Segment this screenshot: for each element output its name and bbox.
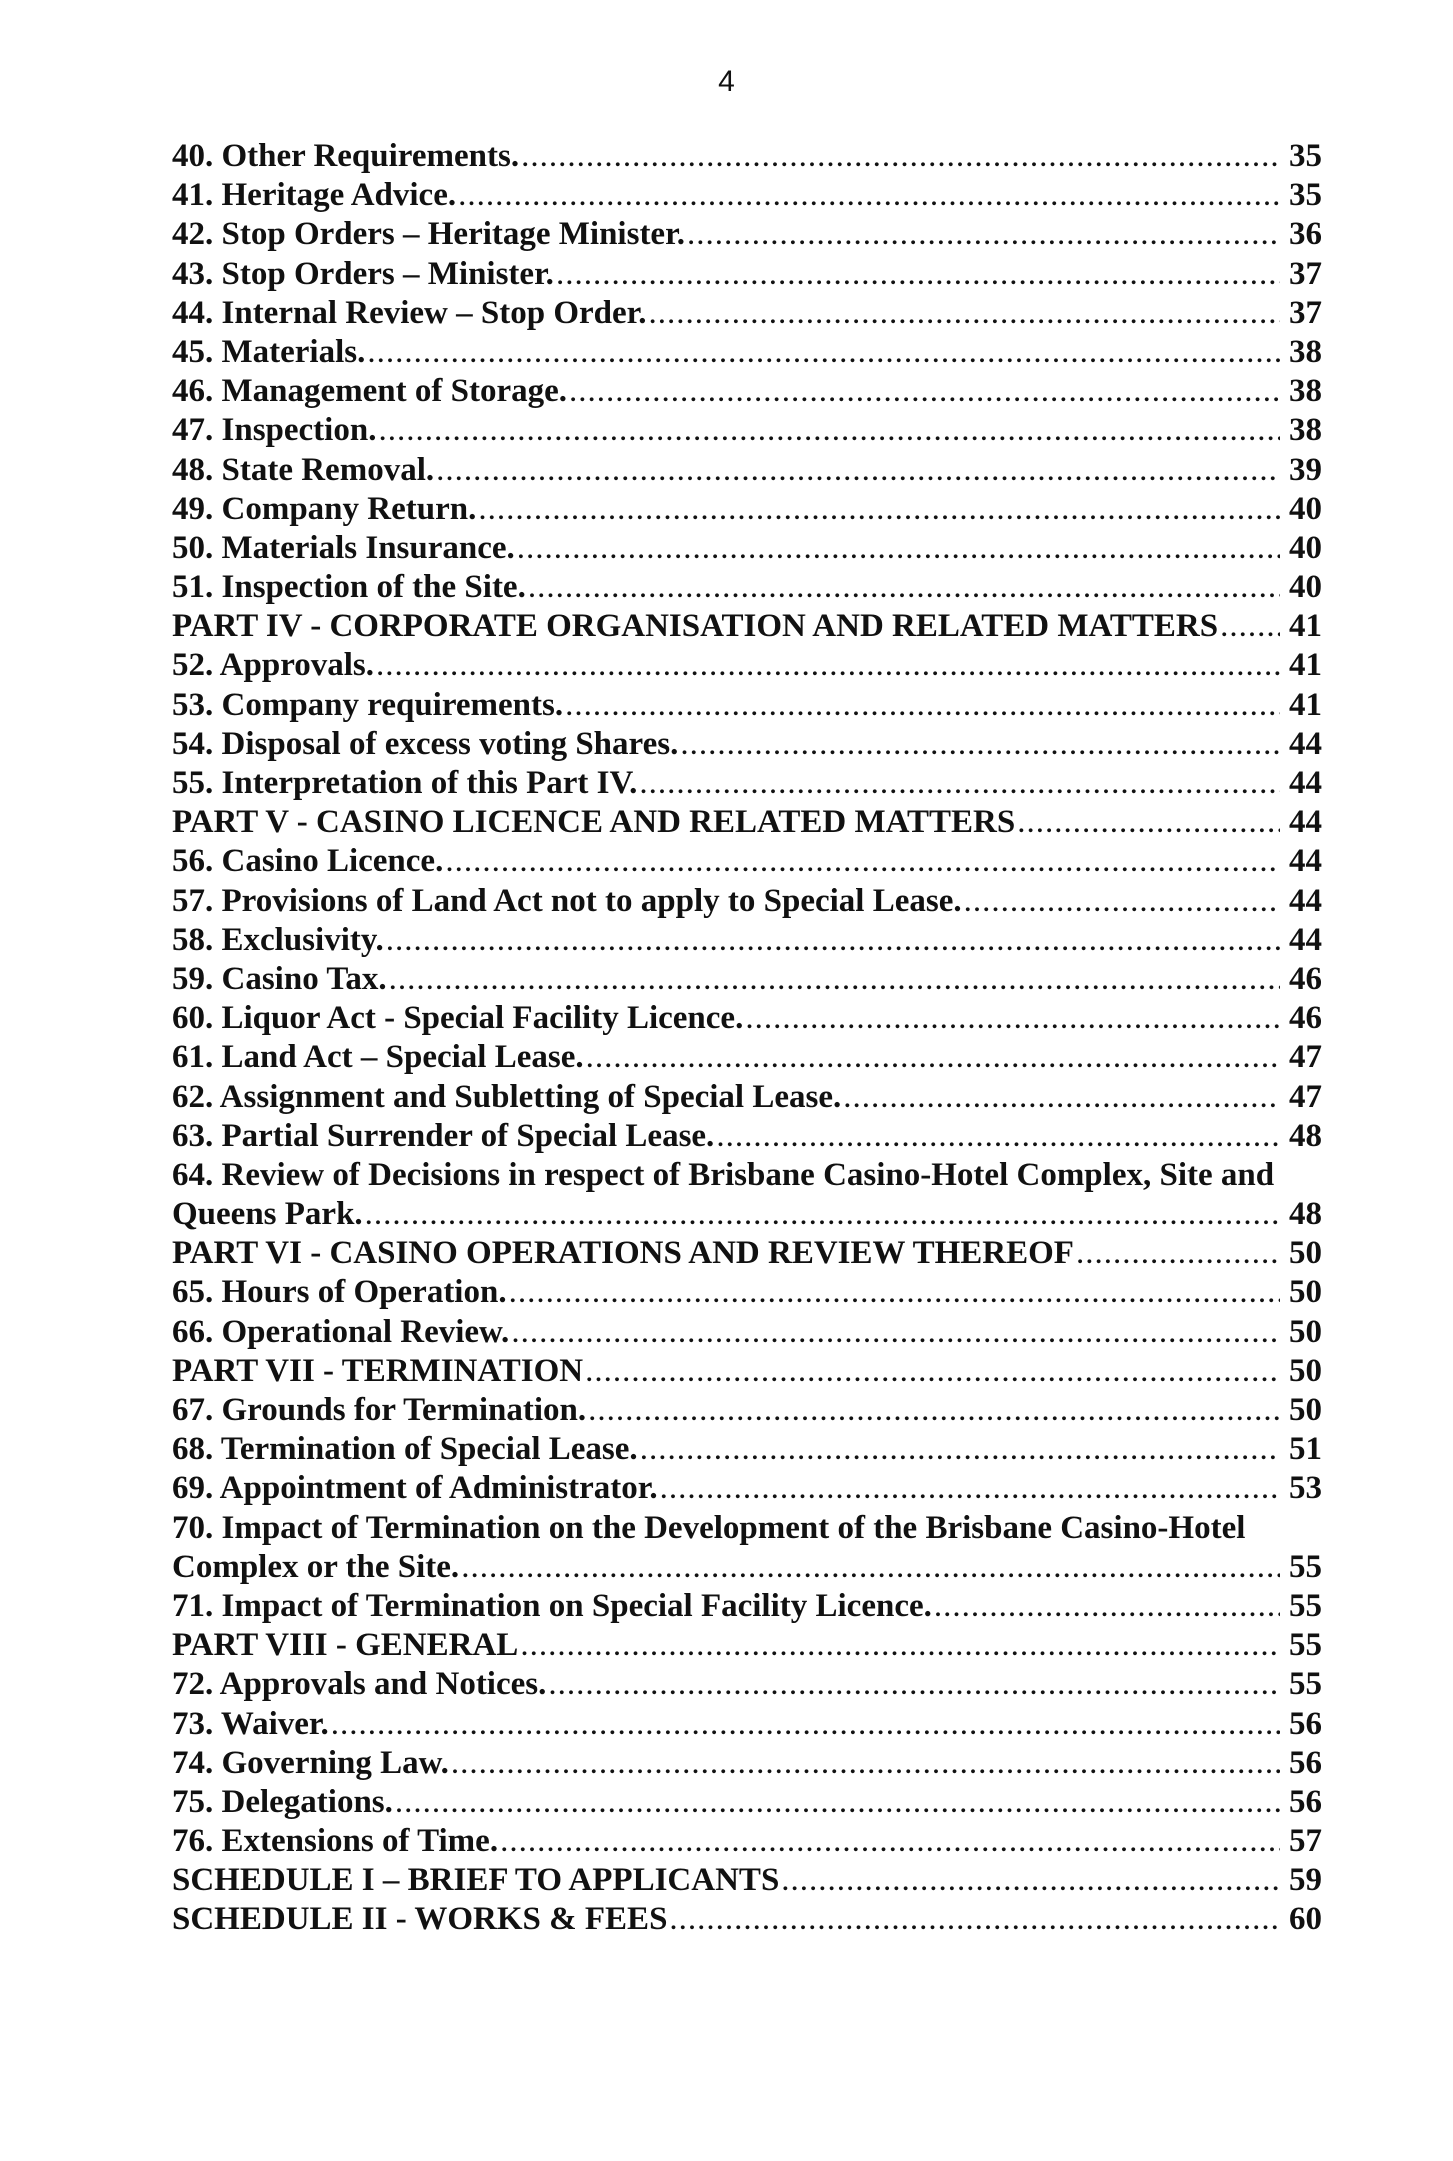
toc-entry-page: 40 [1289, 569, 1322, 606]
toc-entry-page: 56 [1289, 1783, 1322, 1820]
toc-entry-page: 55 [1289, 1587, 1322, 1624]
toc-entry [172, 1038, 1322, 1077]
dot-leader [548, 1665, 1280, 1704]
toc-entry-title: 51. Inspection of the Site. [172, 569, 526, 606]
dot-leader [669, 1900, 1280, 1939]
toc-entry [172, 1078, 1322, 1117]
toc-entry-title: 49. Company Return. [172, 490, 477, 527]
toc-entry [172, 176, 1322, 215]
toc-entry-title: 71. Impact of Termination on Special Facility Licence. [172, 1587, 932, 1624]
dot-leader [528, 568, 1280, 607]
toc-entry-page: 53 [1289, 1470, 1322, 1507]
toc-entry [172, 1391, 1322, 1430]
toc-entry-page: 50 [1289, 1235, 1322, 1272]
toc-entry-page: 44 [1289, 725, 1322, 762]
toc-entry [172, 1117, 1322, 1156]
toc-entry [172, 764, 1322, 803]
toc-entry-title: 63. Partial Surrender of Special Lease. [172, 1117, 715, 1154]
toc-entry-title: 76. Extensions of Time. [172, 1823, 499, 1860]
toc-entry-title: 66. Operational Review. [172, 1313, 510, 1350]
dot-leader [365, 1195, 1280, 1234]
toc-entry-title: 59. Casino Tax. [172, 960, 387, 997]
toc-entry [172, 137, 1322, 176]
dot-leader [964, 882, 1280, 921]
toc-entry-page: 38 [1289, 412, 1322, 449]
toc-entry-title: PART V - CASINO LICENCE AND RELATED MATTERS [172, 804, 1016, 841]
toc-entry-title: 41. Heritage Advice. [172, 177, 457, 214]
toc-entry-title: 45. Materials. [172, 333, 366, 370]
toc-entry-title: PART IV - CORPORATE ORGANISATION AND RELATED MATTERS [172, 608, 1219, 645]
toc-entry-title-continued-line [172, 1195, 1322, 1234]
toc-entry-page: 44 [1289, 843, 1322, 880]
toc-entry [172, 960, 1322, 999]
dot-leader [386, 921, 1280, 960]
toc-entry-title: 57. Provisions of Land Act not to apply to Special Lease. [172, 882, 962, 919]
toc-entry-page: 41 [1289, 608, 1322, 645]
toc-entry [172, 1665, 1322, 1704]
dot-leader [680, 725, 1280, 764]
toc-entry-page: 47 [1289, 1039, 1322, 1076]
toc-entry [172, 451, 1322, 490]
toc-entry-page: 48 [1289, 1117, 1322, 1154]
dot-leader [445, 842, 1280, 881]
toc-entry-page: 55 [1289, 1548, 1322, 1585]
toc-entry-page: 51 [1289, 1431, 1322, 1468]
toc-entry-page: 55 [1289, 1627, 1322, 1664]
table-of-contents [172, 137, 1322, 1940]
toc-entry [172, 294, 1322, 333]
toc-entry-title-continued-line [172, 1548, 1322, 1587]
toc-entry [172, 372, 1322, 411]
toc-entry-page: 39 [1289, 451, 1322, 488]
toc-entry-title: 62. Assignment and Subletting of Special Lease. [172, 1078, 842, 1115]
toc-entry-page: 44 [1289, 882, 1322, 919]
toc-entry [172, 1626, 1322, 1665]
toc-entry-title: 52. Approvals. [172, 647, 375, 684]
dot-leader [649, 294, 1280, 333]
toc-entry [172, 490, 1322, 529]
toc-entry-title: 61. Land Act – Special Lease. [172, 1039, 584, 1076]
toc-entry [172, 999, 1322, 1038]
toc-entry-page: 35 [1289, 177, 1322, 214]
toc-entry-page: 38 [1289, 333, 1322, 370]
toc-entry-page: 60 [1289, 1901, 1322, 1938]
dot-leader [639, 764, 1280, 803]
dot-leader [478, 490, 1280, 529]
toc-entry-title: SCHEDULE I – BRIEF TO APPLICANTS [172, 1862, 780, 1899]
toc-entry-page: 41 [1289, 686, 1322, 723]
toc-entry-title: 68. Termination of Special Lease. [172, 1431, 638, 1468]
toc-entry [172, 1744, 1322, 1783]
dot-leader [521, 137, 1280, 176]
dot-leader [367, 333, 1280, 372]
toc-entry-title: 47. Inspection. [172, 412, 377, 449]
dot-leader [500, 1822, 1280, 1861]
dot-leader [331, 1705, 1280, 1744]
dot-leader [556, 255, 1280, 294]
toc-entry-title: 64. Review of Decisions in respect of Brisbane Casino-Hotel Complex, Site and [172, 1156, 1275, 1193]
toc-entry-page: 36 [1289, 216, 1322, 253]
toc-entry-title: 60. Liquor Act - Special Facility Licence. [172, 1000, 744, 1037]
toc-entry-title: 65. Hours of Operation. [172, 1274, 507, 1311]
toc-entry-page: 44 [1289, 921, 1322, 958]
toc-entry-page: 35 [1289, 138, 1322, 174]
toc-entry-page: 44 [1289, 804, 1322, 841]
toc-entry [172, 568, 1322, 607]
toc-entry [172, 1156, 1322, 1234]
toc-entry [172, 725, 1322, 764]
toc-entry [172, 921, 1322, 960]
toc-entry-title: PART VII - TERMINATION [172, 1352, 584, 1389]
toc-entry [172, 1705, 1322, 1744]
toc-entry-page: 50 [1289, 1352, 1322, 1389]
dot-leader [389, 960, 1280, 999]
toc-entry [172, 1469, 1322, 1508]
toc-entry-title: PART VI - CASINO OPERATIONS AND REVIEW THEREOF [172, 1235, 1074, 1272]
toc-entry-title: 53. Company requirements. [172, 686, 564, 723]
dot-leader [395, 1783, 1280, 1822]
toc-entry-title: 67. Grounds for Termination. [172, 1392, 587, 1428]
dot-leader [1220, 607, 1280, 646]
toc-entry [172, 333, 1322, 372]
dot-leader [585, 1352, 1280, 1391]
dot-leader [1017, 803, 1280, 842]
dot-leader [436, 451, 1280, 490]
toc-entry-title: 40. Other Requirements. [172, 138, 520, 174]
toc-entry-title: 50. Materials Insurance. [172, 529, 515, 566]
toc-entry [172, 607, 1322, 646]
toc-entry-page: 44 [1289, 765, 1322, 801]
toc-entry [172, 686, 1322, 725]
toc-entry-title: 73. Waiver. [172, 1705, 329, 1742]
toc-entry-page: 50 [1289, 1313, 1322, 1350]
toc-entry-title: 44. Internal Review – Stop Order. [172, 294, 647, 331]
dot-leader [458, 176, 1280, 215]
toc-entry-title: 46. Management of Storage. [172, 373, 568, 410]
toc-entry-page: 38 [1289, 373, 1322, 410]
toc-entry-page: 37 [1289, 294, 1322, 331]
dot-leader [569, 372, 1280, 411]
toc-entry-page: 50 [1289, 1274, 1322, 1311]
toc-entry-title: 42. Stop Orders – Heritage Minister. [172, 216, 685, 253]
toc-entry [172, 882, 1322, 921]
toc-entry-title: 56. Casino Licence. [172, 843, 444, 880]
toc-entry-title: 74. Governing Law. [172, 1744, 449, 1781]
dot-leader [660, 1469, 1280, 1508]
toc-entry [172, 842, 1322, 881]
toc-entry-title: 55. Interpretation of this Part IV. [172, 765, 638, 801]
toc-entry-title: SCHEDULE II - WORKS & FEES [172, 1901, 668, 1938]
dot-leader [565, 686, 1280, 725]
toc-entry [172, 1273, 1322, 1312]
toc-entry [172, 1587, 1322, 1626]
toc-entry-title: 48. State Removal. [172, 451, 435, 488]
dot-leader [588, 1391, 1280, 1430]
toc-entry [172, 1509, 1322, 1587]
dot-leader [509, 1273, 1280, 1312]
toc-entry [172, 1313, 1322, 1352]
dot-leader [376, 646, 1280, 685]
toc-entry [172, 646, 1322, 685]
toc-entry-page: 40 [1289, 490, 1322, 527]
toc-entry [172, 255, 1322, 294]
toc-entry-title: 69. Appointment of Administrator. [172, 1470, 658, 1507]
toc-entry-page: 47 [1289, 1078, 1322, 1115]
toc-entry [172, 803, 1322, 842]
toc-entry-title: 58. Exclusivity. [172, 921, 384, 958]
toc-entry-page: 37 [1289, 255, 1322, 292]
toc-entry [172, 1234, 1322, 1273]
toc-entry [172, 1352, 1322, 1391]
toc-entry-title: 54. Disposal of excess voting Shares. [172, 725, 679, 762]
toc-entry [172, 215, 1322, 254]
toc-entry-title: 43. Stop Orders – Minister. [172, 255, 554, 292]
toc-entry-page: 59 [1289, 1862, 1322, 1899]
dot-leader [461, 1548, 1280, 1587]
dot-leader [781, 1861, 1280, 1900]
dot-leader [640, 1430, 1280, 1469]
toc-entry [172, 529, 1322, 568]
toc-entry-page: 46 [1289, 1000, 1322, 1037]
toc-entry-page: 50 [1289, 1392, 1322, 1428]
toc-entry [172, 1822, 1322, 1861]
dot-leader [586, 1038, 1280, 1077]
dot-leader [843, 1078, 1280, 1117]
toc-entry-page: 48 [1289, 1196, 1322, 1233]
toc-entry-page: 55 [1289, 1666, 1322, 1703]
dot-leader [520, 1626, 1280, 1665]
dot-leader [451, 1744, 1280, 1783]
toc-entry-page: 56 [1289, 1705, 1322, 1742]
toc-entry-title: PART VIII - GENERAL [172, 1627, 519, 1664]
toc-entry-title: 72. Approvals and Notices. [172, 1666, 547, 1703]
toc-entry-title: 70. Impact of Termination on the Development of the Brisbane Casino-Hotel [172, 1509, 1246, 1546]
toc-entry [172, 1783, 1322, 1822]
page-number: 4 [718, 65, 735, 98]
toc-entry [172, 1861, 1322, 1900]
dot-leader [687, 215, 1280, 254]
dot-leader [745, 999, 1280, 1038]
toc-entry-title-continued: Complex or the Site. [172, 1548, 460, 1585]
toc-entry-title: 75. Delegations. [172, 1783, 393, 1820]
dot-leader [517, 529, 1280, 568]
toc-entry [172, 1430, 1322, 1469]
toc-entry [172, 411, 1322, 450]
toc-entry-page: 46 [1289, 960, 1322, 997]
dot-leader [511, 1313, 1280, 1352]
toc-entry-page: 40 [1289, 529, 1322, 566]
toc-entry-page: 41 [1289, 647, 1322, 684]
toc-entry-title-continued: Queens Park. [172, 1196, 363, 1233]
dot-leader [378, 411, 1280, 450]
toc-entry [172, 1900, 1322, 1939]
dot-leader [934, 1587, 1280, 1626]
toc-entry-page: 57 [1289, 1823, 1322, 1860]
dot-leader [716, 1117, 1280, 1156]
dot-leader [1076, 1234, 1280, 1273]
toc-entry-page: 56 [1289, 1744, 1322, 1781]
